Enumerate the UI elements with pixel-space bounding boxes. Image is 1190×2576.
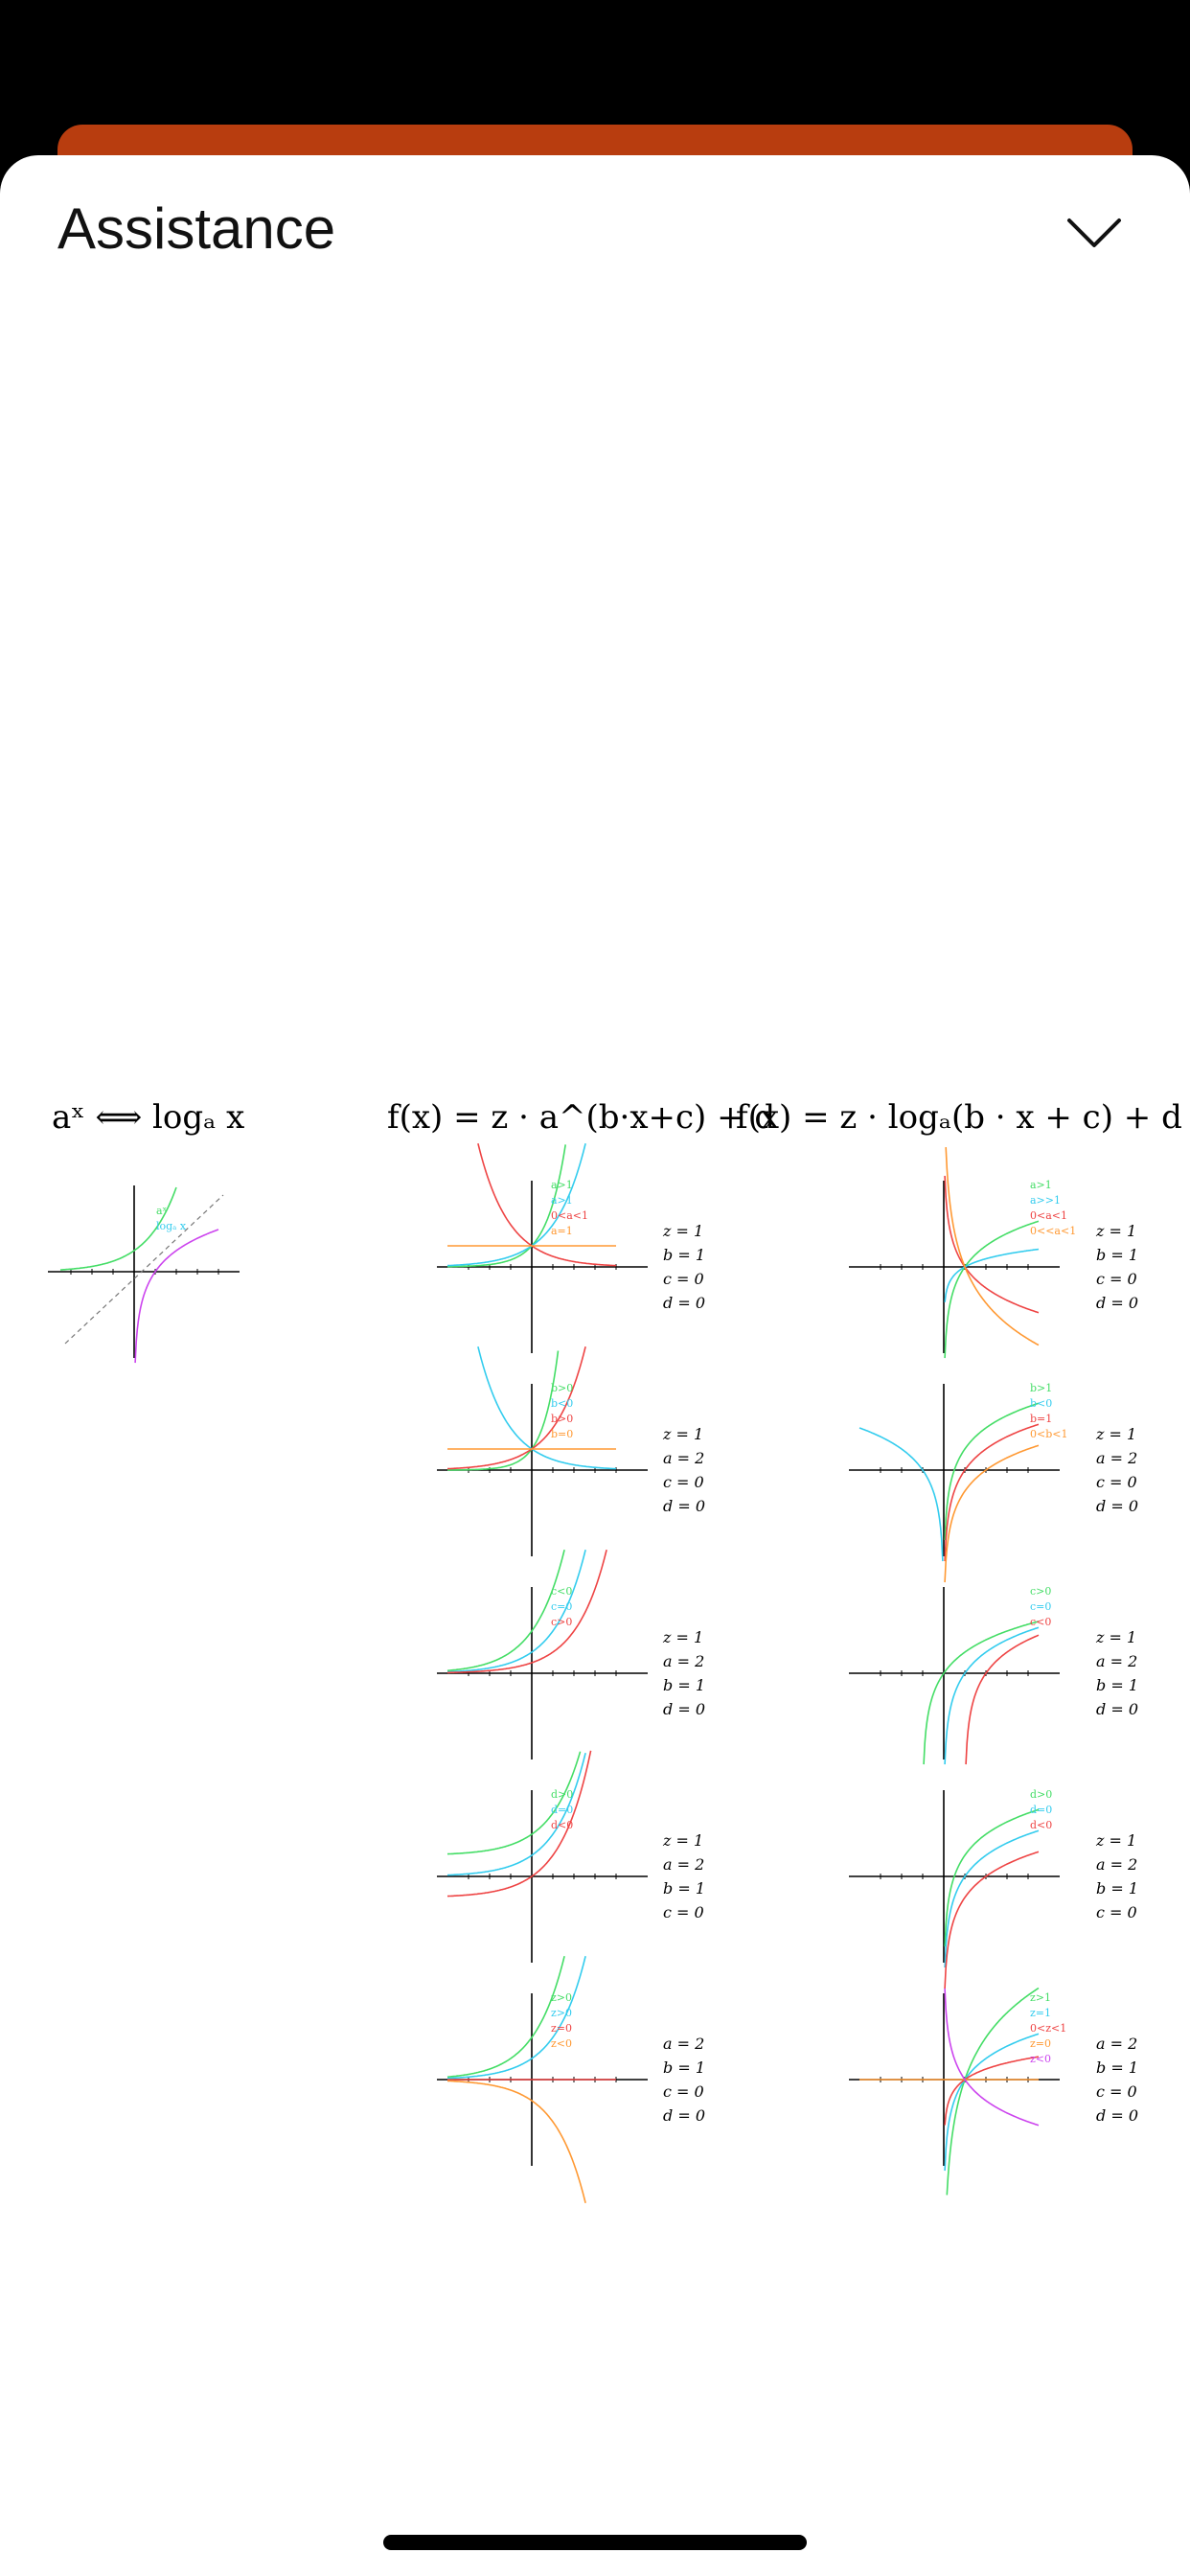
curve-label: 0<z<1	[1030, 2022, 1067, 2035]
log-curve	[945, 1445, 1039, 1582]
param-value: c = 0	[1096, 2082, 1137, 2101]
curve-label: a>1	[1030, 1179, 1052, 1191]
curve-label: 0<a<1	[1030, 1209, 1067, 1222]
param-value: z = 1	[1096, 1628, 1137, 1646]
log-graph-5	[848, 1974, 1067, 2147]
curve-label: c=0	[551, 1600, 573, 1613]
curve-label: b>1	[1030, 1382, 1053, 1394]
exp-graph-2	[436, 1365, 647, 1537]
exp-params-4	[663, 1828, 705, 1924]
exp-curve	[447, 1956, 564, 2077]
curve-label: b>0	[551, 1413, 574, 1425]
param-value: b = 1	[663, 1246, 705, 1264]
curve-label: aˣ	[156, 1205, 168, 1217]
curve-label: a>>1	[1030, 1194, 1061, 1207]
curve-label: b=0	[551, 1428, 574, 1440]
param-value: d = 0	[663, 1497, 705, 1515]
log-graph-4	[848, 1771, 1059, 1944]
curve-label: b=1	[1030, 1413, 1053, 1425]
formula-inverse: aˣ ⟺ logₐ x	[52, 1098, 245, 1137]
curve-label: d<0	[1030, 1819, 1053, 1831]
curve-label: z<0	[551, 2037, 573, 2050]
log-params-3	[1096, 1625, 1138, 1721]
log-params-5	[1096, 2032, 1138, 2128]
log-curve	[945, 1852, 1039, 1989]
param-value: z = 1	[663, 1628, 704, 1646]
log-params-4	[1096, 1828, 1138, 1924]
param-value: b = 1	[1096, 2058, 1138, 2077]
param-value: a = 2	[1096, 1652, 1138, 1670]
formula-exponential: f(x) = z · a^(b·x+c) + d	[387, 1098, 776, 1137]
exp-params-1	[663, 1219, 705, 1315]
exp-params-2	[663, 1422, 705, 1518]
curve-label: 0<<a<1	[1030, 1225, 1077, 1237]
param-value: d = 0	[1096, 1294, 1138, 1312]
log-curve	[966, 1635, 1039, 1764]
identity-line	[65, 1195, 223, 1344]
param-value: c = 0	[1096, 1473, 1137, 1491]
curve-label: z=1	[1030, 2007, 1052, 2019]
curve-label: b<0	[551, 1397, 574, 1410]
collapse-button[interactable]	[1065, 205, 1123, 263]
curve-label: a=1	[551, 1225, 573, 1237]
exp-graph-4	[436, 1771, 647, 1944]
param-value: z = 1	[1096, 1425, 1137, 1443]
param-value: z = 1	[663, 1831, 704, 1850]
log-graph-3	[848, 1568, 1059, 1740]
curve-label: d<0	[551, 1819, 574, 1831]
exp-curve	[447, 1550, 606, 1672]
exp-curve	[478, 1143, 616, 1265]
param-value: z = 1	[1096, 1222, 1137, 1240]
param-value: c = 0	[1096, 1903, 1137, 1921]
param-value: b = 1	[1096, 1879, 1138, 1898]
curve-label: z>1	[1030, 1991, 1052, 2004]
exp-curve	[447, 2081, 585, 2202]
formula-illustration	[0, 941, 1190, 2187]
curve-label: z>0	[551, 2007, 573, 2019]
log-params-2	[1096, 1422, 1138, 1518]
param-value: a = 2	[663, 1855, 705, 1874]
home-indicator[interactable]	[383, 2535, 807, 2550]
param-value: z = 1	[663, 1222, 704, 1240]
curve-label: d=0	[551, 1804, 574, 1816]
log-curve	[945, 1403, 1039, 1540]
curve-label: d=0	[1030, 1804, 1053, 1816]
param-value: b = 1	[1096, 1676, 1138, 1694]
log-curve	[945, 1176, 1039, 1313]
log-curve	[945, 1989, 1039, 2126]
curve-label: b>0	[551, 1382, 574, 1394]
param-value: z = 1	[663, 1425, 704, 1443]
param-value: b = 1	[1096, 1246, 1138, 1264]
curve-label: c<0	[551, 1585, 573, 1598]
param-value: d = 0	[1096, 1497, 1138, 1515]
curve-label: z=0	[1030, 2037, 1052, 2050]
param-value: a = 2	[1096, 1855, 1138, 1874]
param-value: a = 2	[663, 1449, 705, 1467]
exp-curve	[478, 1346, 616, 1468]
curve-label: logₐ x	[156, 1220, 187, 1232]
param-value: c = 0	[663, 2082, 704, 2101]
log-curve	[859, 1428, 943, 1561]
intro-graph	[56, 1185, 247, 1358]
curve-label: c=0	[1030, 1600, 1052, 1613]
curve-label: 0<b<1	[1030, 1428, 1068, 1440]
log-graph-2	[848, 1365, 1068, 1537]
curve-label: z<0	[1030, 2053, 1052, 2065]
exp-graph-3	[436, 1568, 647, 1740]
param-value: c = 0	[663, 1270, 704, 1288]
param-value: d = 0	[1096, 2106, 1138, 2125]
exp-graph-5	[436, 1974, 647, 2147]
curve-label: a>1	[551, 1179, 573, 1191]
param-value: b = 1	[663, 1879, 705, 1898]
log-curve	[945, 1830, 1039, 1967]
sheet-title: Assistance	[57, 196, 336, 261]
curve-label: z=0	[551, 2022, 573, 2035]
param-value: b = 1	[663, 2058, 705, 2077]
curve-label: d>0	[551, 1788, 574, 1801]
param-value: d = 0	[663, 2106, 705, 2125]
exp-params-5	[663, 2032, 705, 2128]
log-curve	[945, 1809, 1039, 1946]
log-curve	[135, 1230, 218, 1363]
param-value: a = 2	[1096, 1449, 1138, 1467]
log-params-1	[1096, 1219, 1138, 1315]
param-value: a = 2	[1096, 2035, 1138, 2053]
exp-graph-1	[436, 1162, 647, 1334]
log-curve	[945, 1627, 1039, 1764]
curve-label: c<0	[1030, 1616, 1052, 1628]
log-curve	[947, 1989, 1039, 2196]
log-curve	[945, 1424, 1039, 1561]
log-curve	[946, 1147, 1039, 1346]
exp-params-3	[663, 1625, 705, 1721]
param-value: d = 0	[663, 1294, 705, 1312]
curve-label: d>0	[1030, 1788, 1053, 1801]
curve-label: z>0	[551, 1991, 573, 2004]
param-value: a = 2	[663, 2035, 705, 2053]
curve-label: a>1	[551, 1194, 573, 1207]
assistance-sheet	[0, 155, 1190, 2576]
param-value: b = 1	[663, 1676, 705, 1694]
log-graph-1	[848, 1162, 1077, 1334]
exp-curve	[447, 1144, 565, 1266]
param-value: c = 0	[663, 1903, 704, 1921]
curve-label: b<0	[1030, 1397, 1053, 1410]
curve-label: c>0	[551, 1616, 573, 1628]
chevron-down-icon	[1065, 215, 1123, 253]
curve-label: 0<a<1	[551, 1209, 588, 1222]
param-value: a = 2	[663, 1652, 705, 1670]
exp-curve	[447, 1351, 559, 1470]
exp-curve	[447, 1550, 564, 1670]
param-value: d = 0	[663, 1700, 705, 1718]
param-value: z = 1	[1096, 1831, 1137, 1850]
param-value: d = 0	[1096, 1700, 1138, 1718]
param-value: c = 0	[1096, 1270, 1137, 1288]
formula-logarithm: f(x) = z · logₐ(b · x + c) + d	[736, 1098, 1182, 1137]
param-value: c = 0	[663, 1473, 704, 1491]
curve-label: c>0	[1030, 1585, 1052, 1598]
